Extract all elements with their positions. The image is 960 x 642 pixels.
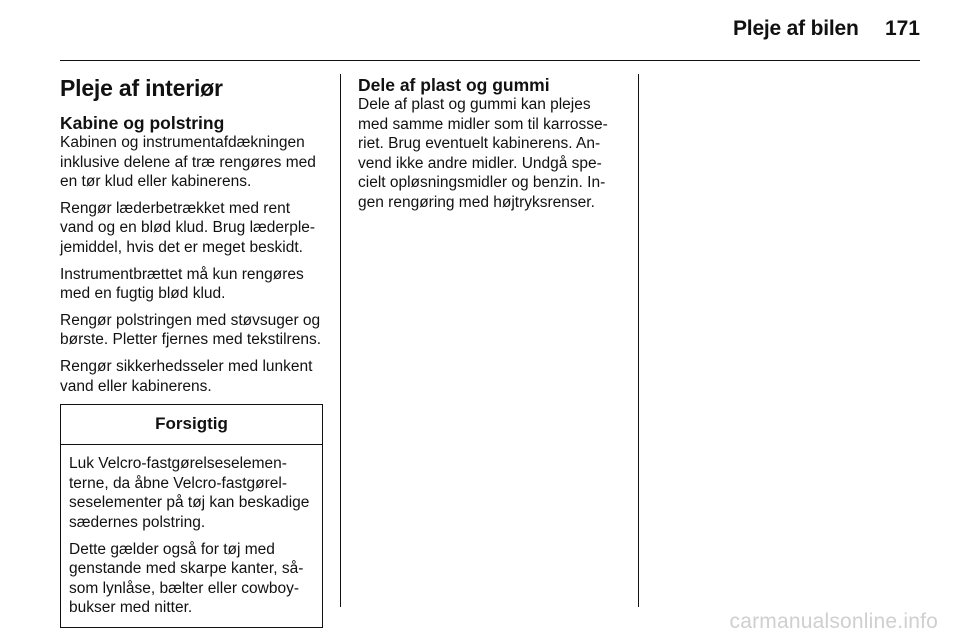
paragraph: Kabinen og instrumentafdækningen inklusive delene af træ rengøres med en tør klud eller kabinerens. — [60, 134, 316, 191]
subsection-title-plastic: Dele af plast og gummi — [358, 75, 550, 95]
caution-paragraph: Dette gælder også for tøj med genstande med skarpe kanter, såsom lynlåse, bælter eller cowboybukser med nitter. — [69, 540, 304, 617]
caution-paragraph: Luk Velcro-fastgørelseselementerne, da åbne Velcro-fastgørelseselementer på tøj kan beskadige sædernes polstring. — [69, 455, 310, 531]
page-number: 171 — [884, 17, 920, 40]
header-divider — [60, 60, 920, 61]
watermark: carmanualsonline.info — [729, 610, 938, 633]
paragraph: Dele af plast og gummi kan plejes med samme midler som til karrosseriet. Brug eventuelt kabinerens. Anvend ikke andre midler. Undgå specielt opløsningsmidler og benzin. Ingen rengøring med højtryksrenser. — [358, 96, 608, 211]
caution-heading: Forsigtig — [61, 405, 322, 445]
section-title: Pleje af interiør — [60, 75, 223, 101]
column-divider-1 — [340, 74, 341, 607]
left-column — [60, 74, 324, 628]
page-header-title: Pleje af bilen — [733, 17, 859, 40]
paragraph: Rengør læderbetrækket med rent vand og en blød klud. Brug læderplejemiddel, hvis det er meget beskidt. — [60, 199, 316, 256]
paragraph: Rengør polstringen med støvsuger og børste. Pletter fjernes med tekstilrens. — [60, 311, 322, 349]
column-divider-2 — [638, 74, 639, 607]
subsection-title-cabin: Kabine og polstring — [60, 113, 225, 133]
middle-column — [358, 76, 622, 220]
caution-body — [61, 445, 322, 627]
caution-box — [60, 404, 323, 628]
paragraph: Rengør sikkerhedsseler med lunkent vand eller kabinerens. — [60, 357, 313, 395]
paragraph: Instrumentbrættet må kun rengøres med en fugtig blød klud. — [60, 265, 304, 303]
